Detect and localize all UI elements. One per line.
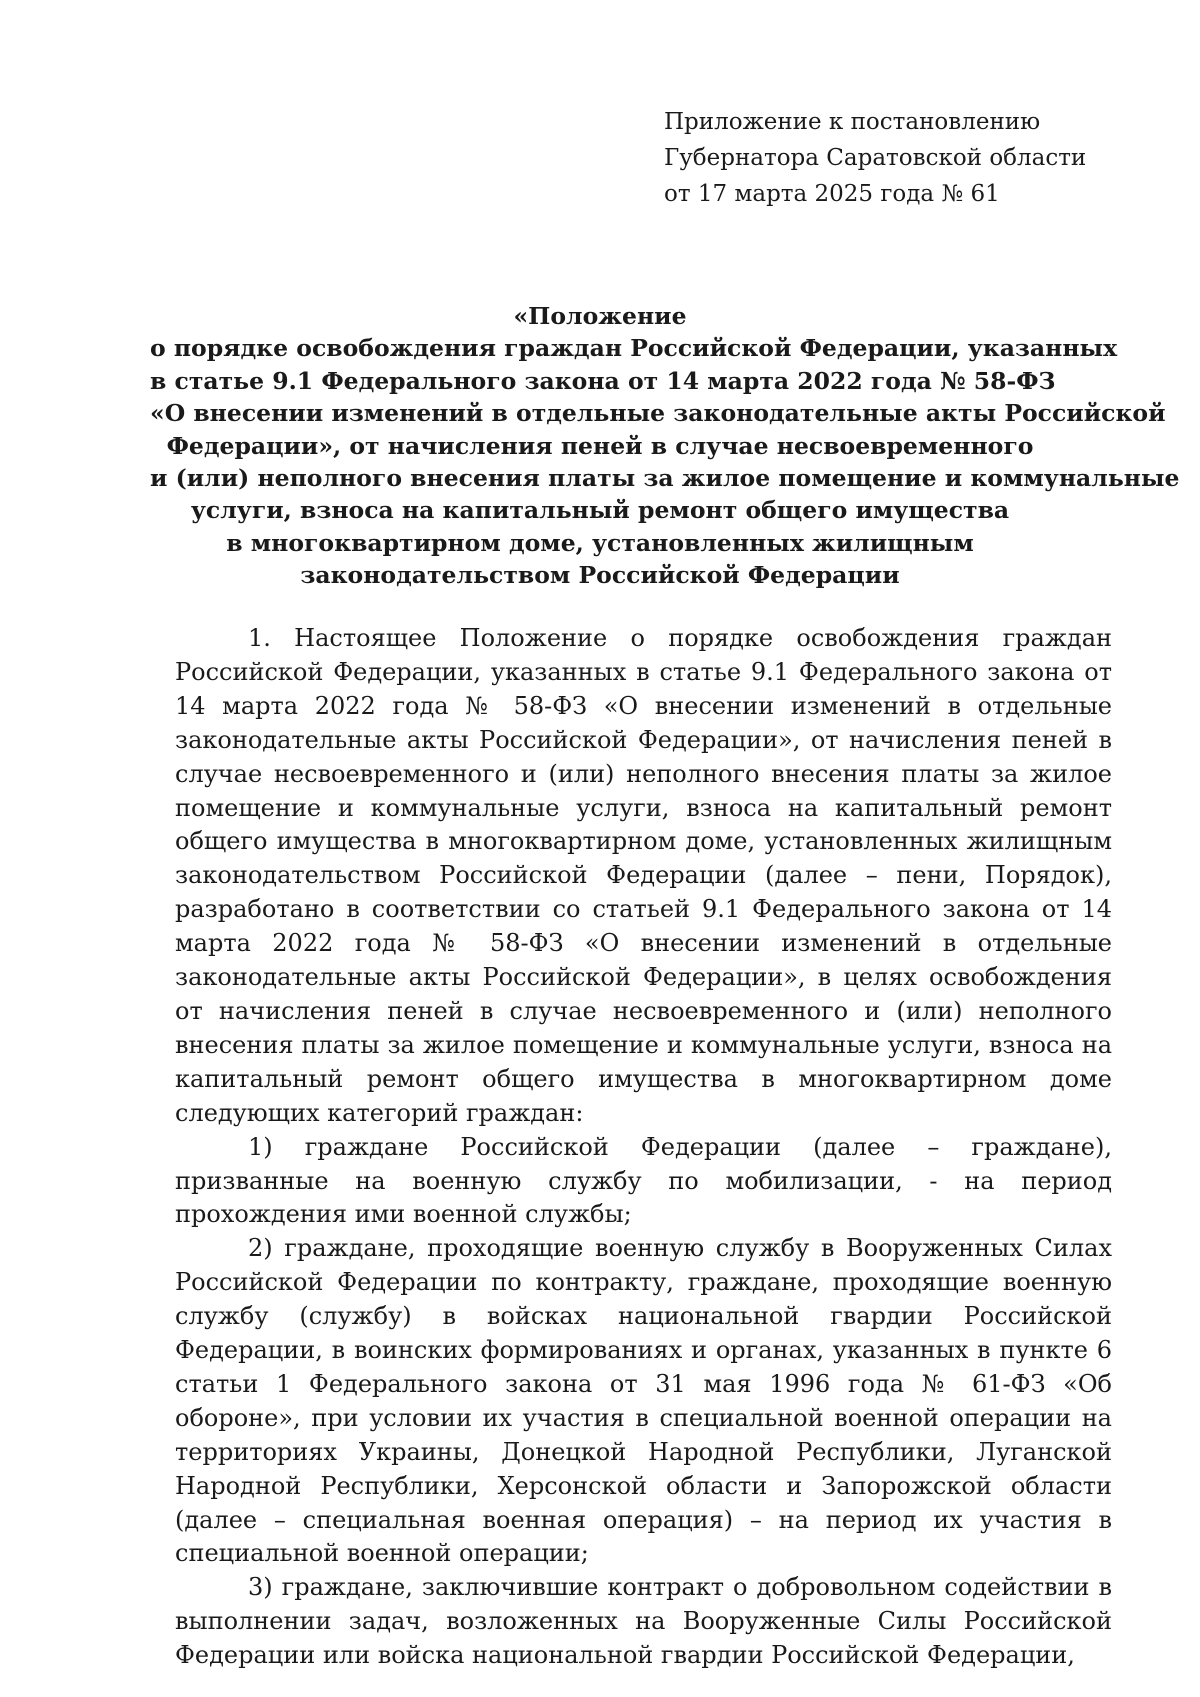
document-body <box>175 622 1112 1673</box>
approval-stamp <box>664 104 1086 212</box>
title-line: законодательством Российской Федерации <box>300 561 900 590</box>
title-line: в статье 9.1 Федерального закона от 14 марта 2022 года № 58-ФЗ <box>150 366 1056 395</box>
list-item-3: 3) граждане, заключившие контракт о добровольном содействии в выполнении задач, возложенных на Вооруженные Силы Российской Федерации или войска национальной гвардии Российской Федерации, <box>175 1573 1112 1670</box>
title-line: Федерации», от начисления пеней в случае несвоевременного <box>166 431 1034 460</box>
paragraph-1: 1. Настоящее Положение о порядке освобождения граждан Российской Федерации, указанных в статье 9.1 Федерального закона от 14 марта 2022 года № 58-ФЗ «О внесении изменений в отдельные законодательные акты Российской Федерации», от начисления пеней в случае несвоевременного и (или) неполного внесения платы за жилое помещение и коммунальные услуги, взноса на капитальный ремонт общего имущества в многоквартирном доме, установленных жилищным законодательством Российской Федерации (далее – пени, Порядок), разработано в соответствии со статьей 9.1 Федерального закона от 14 марта 2022 года № 58-ФЗ «О внесении изменений в отдельные законодательные акты Российской Федерации», в целях освобождения от начисления пеней в случае несвоевременного и (или) неполного внесения платы за жилое помещение и коммунальные услуги, взноса на капитальный ремонт общего имущества в многоквартирном доме следующих категорий граждан: <box>175 624 1112 1127</box>
list-item-1: 1) граждане Российской Федерации (далее – граждане), призванные на военную службу по мобилизации, - на период прохождения ими военной службы; <box>175 1132 1112 1229</box>
document-title <box>150 300 1180 592</box>
approval-line-1: Приложение к постановлению <box>664 109 1041 135</box>
list-item-2: 2) граждане, проходящие военную службу в Вооруженных Силах Российской Федерации по контракту, граждане, проходящие военную службу (службу) в войсках национальной гвардии Российской Федерации, в воинских формированиях и органах, указанных в пункте 6 статьи 1 Федерального закона от 31 мая 1996 года № 61-ФЗ «Об обороне», при условии их участия в специальной военной операции на территориях Украины, Донецкой Народной Республики, Луганской Народной Республики, Херсонской области и Запорожской области (далее – специальная военная операция) – на период их участия в специальной военной операции; <box>175 1234 1112 1568</box>
title-line: «Положение <box>513 302 687 330</box>
title-line: в многоквартирном доме, установленных жилищным <box>226 528 974 557</box>
approval-line-3: от 17 марта 2025 года № 61 <box>664 181 1000 207</box>
approval-line-2: Губернатора Саратовской области <box>664 145 1087 171</box>
title-line: «О внесении изменений в отдельные законодательные акты Российской <box>150 399 1166 428</box>
title-line: о порядке освобождения граждан Российской Федерации, указанных <box>150 334 1118 363</box>
title-line: и (или) неполного внесения платы за жилое помещение и коммунальные <box>150 464 1180 493</box>
title-line: услуги, взноса на капитальный ремонт общего имущества <box>190 496 1010 525</box>
